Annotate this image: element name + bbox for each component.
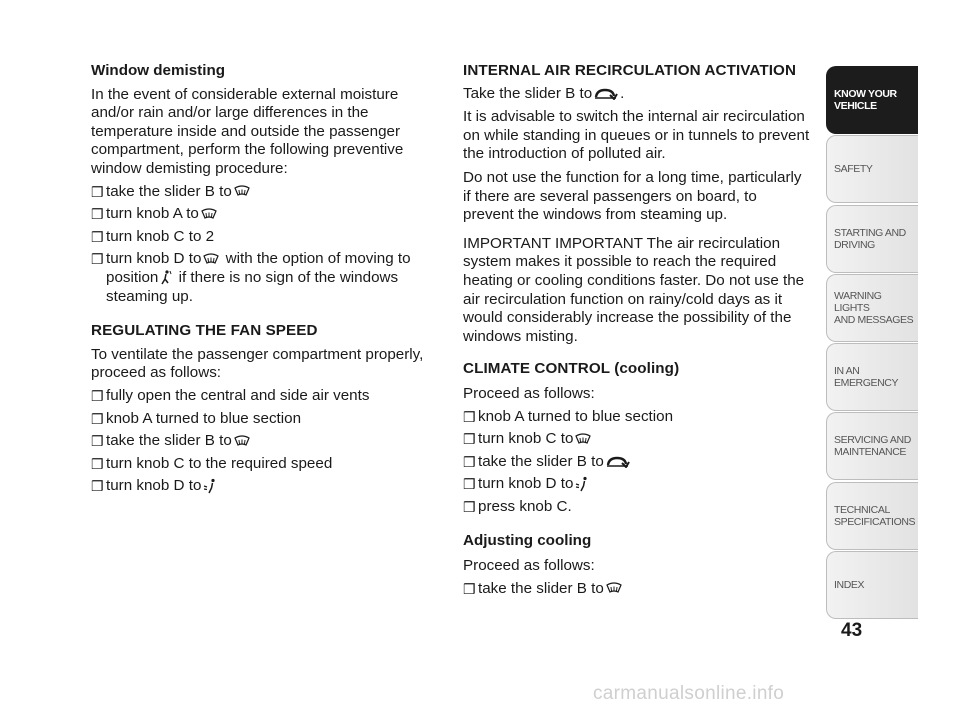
tab-servicing[interactable]: SERVICING AND MAINTENANCE	[826, 412, 918, 480]
watermark: carmanualsonline.info	[593, 683, 785, 704]
recirculation-icon	[606, 456, 630, 468]
bullet-icon: ❒	[91, 387, 104, 404]
recirculation-instruction: Take the slider B to .	[463, 84, 625, 102]
bullet-icon: ❒	[91, 183, 104, 200]
list-item: ❒ fully open the central and side air vents	[91, 386, 370, 404]
tab-in-an-emergency[interactable]: IN AN EMERGENCY	[826, 343, 918, 411]
bullet-icon: ❒	[91, 478, 104, 495]
bullet-icon: ❒	[91, 433, 104, 450]
page-number: 43	[841, 620, 863, 641]
recirculation-paragraph-1: It is advisable to switch the internal air recirculation on while standing in queues or in tunnels to prevent the introduction of polluted air.	[463, 108, 810, 163]
tab-safety[interactable]: SAFETY	[826, 135, 918, 203]
face-vents-icon	[575, 476, 589, 492]
tab-index[interactable]: INDEX	[826, 551, 918, 619]
list-item: ❒ turn knob D to	[91, 477, 436, 496]
windscreen-demist-icon	[201, 208, 217, 221]
bullet-icon: ❒	[463, 431, 476, 448]
list-item: ❒ knob A turned to blue section	[91, 409, 302, 427]
face-vents-icon	[203, 478, 217, 494]
list-item: ❒ take the slider B to	[91, 183, 436, 202]
recirculation-heading: INTERNAL AIR RECIRCULATION ACTIVATION	[463, 62, 797, 79]
bullet-icon: ❒	[91, 251, 104, 268]
fan-speed-intro: To ventilate the passenger compartment properly, proceed as follows:	[91, 345, 424, 382]
bullet-icon: ❒	[91, 410, 104, 427]
bullet-icon: ❒	[463, 408, 476, 425]
climate-control-heading: CLIMATE CONTROL (cooling)	[463, 360, 680, 378]
list-item: ❒ press knob C.	[463, 497, 572, 515]
bullet-icon: ❒	[91, 455, 104, 472]
list-item: ❒ turn knob A to	[91, 205, 436, 224]
windscreen-demist-icon	[606, 582, 622, 595]
adjusting-cooling-intro: Proceed as follows:	[463, 557, 595, 575]
list-item: ❒ turn knob D to	[463, 475, 810, 494]
list-item: ❒ take the slider B to	[463, 580, 810, 599]
bullet-icon: ❒	[463, 476, 476, 493]
adjusting-cooling-heading: Adjusting cooling	[463, 532, 592, 550]
chapter-tabs	[826, 66, 918, 620]
bullet-icon: ❒	[91, 206, 104, 223]
list-item: ❒ turn knob C to	[463, 430, 810, 449]
windscreen-feet-icon	[160, 270, 172, 286]
list-item: ❒ turn knob C to 2	[91, 227, 215, 245]
bullet-icon: ❒	[463, 580, 476, 597]
windscreen-demist-icon	[234, 435, 250, 448]
list-item: ❒ turn knob C to the required speed	[91, 454, 333, 472]
fan-speed-heading: REGULATING THE FAN SPEED	[91, 322, 318, 340]
list-item: ❒ take the slider B to	[463, 453, 810, 472]
important-note: IMPORTANT IMPORTANT The air recirculation system makes it possible to reach the required heating or cooling conditions faster. Do not use the air recirculation function on rainy/cold days as it would considerably increase the possibility of the windows misting.	[463, 234, 805, 345]
window-demisting-intro: In the event of considerable external moisture and/or rain and/or large differences in the temperature inside and outside the passenger compartment, perform the following preventive window demisting procedure:	[91, 85, 404, 177]
tab-warning-lights[interactable]: WARNING LIGHTS AND MESSAGES	[826, 274, 918, 342]
bullet-icon: ❒	[463, 498, 476, 515]
window-demisting-heading: Window demisting	[91, 62, 226, 79]
bullet-icon: ❒	[91, 228, 104, 245]
tab-starting-and-driving[interactable]: STARTING AND DRIVING	[826, 205, 918, 273]
tab-technical-specifications[interactable]: TECHNICAL SPECIFICATIONS	[826, 482, 918, 550]
windscreen-demist-icon	[234, 185, 250, 198]
list-item: ❒ take the slider B to	[91, 432, 436, 451]
left-column	[91, 62, 436, 496]
tab-know-your-vehicle[interactable]: KNOW YOUR VEHICLE	[826, 66, 918, 134]
climate-control-intro: Proceed as follows:	[463, 384, 595, 402]
windscreen-demist-icon	[203, 253, 219, 266]
recirculation-paragraph-2: Do not use the function for a long time, particularly if there are several passengers on board, to prevent the windows from steaming up.	[463, 168, 802, 224]
recirculation-icon	[594, 88, 618, 100]
bullet-icon: ❒	[463, 453, 476, 470]
list-item: ❒ turn knob D to with the option of moving to position if there is no sign of the windows steaming up.	[91, 250, 411, 305]
list-item: ❒ knob A turned to blue section	[463, 407, 674, 425]
windscreen-demist-icon	[575, 433, 591, 446]
right-column	[463, 62, 810, 598]
